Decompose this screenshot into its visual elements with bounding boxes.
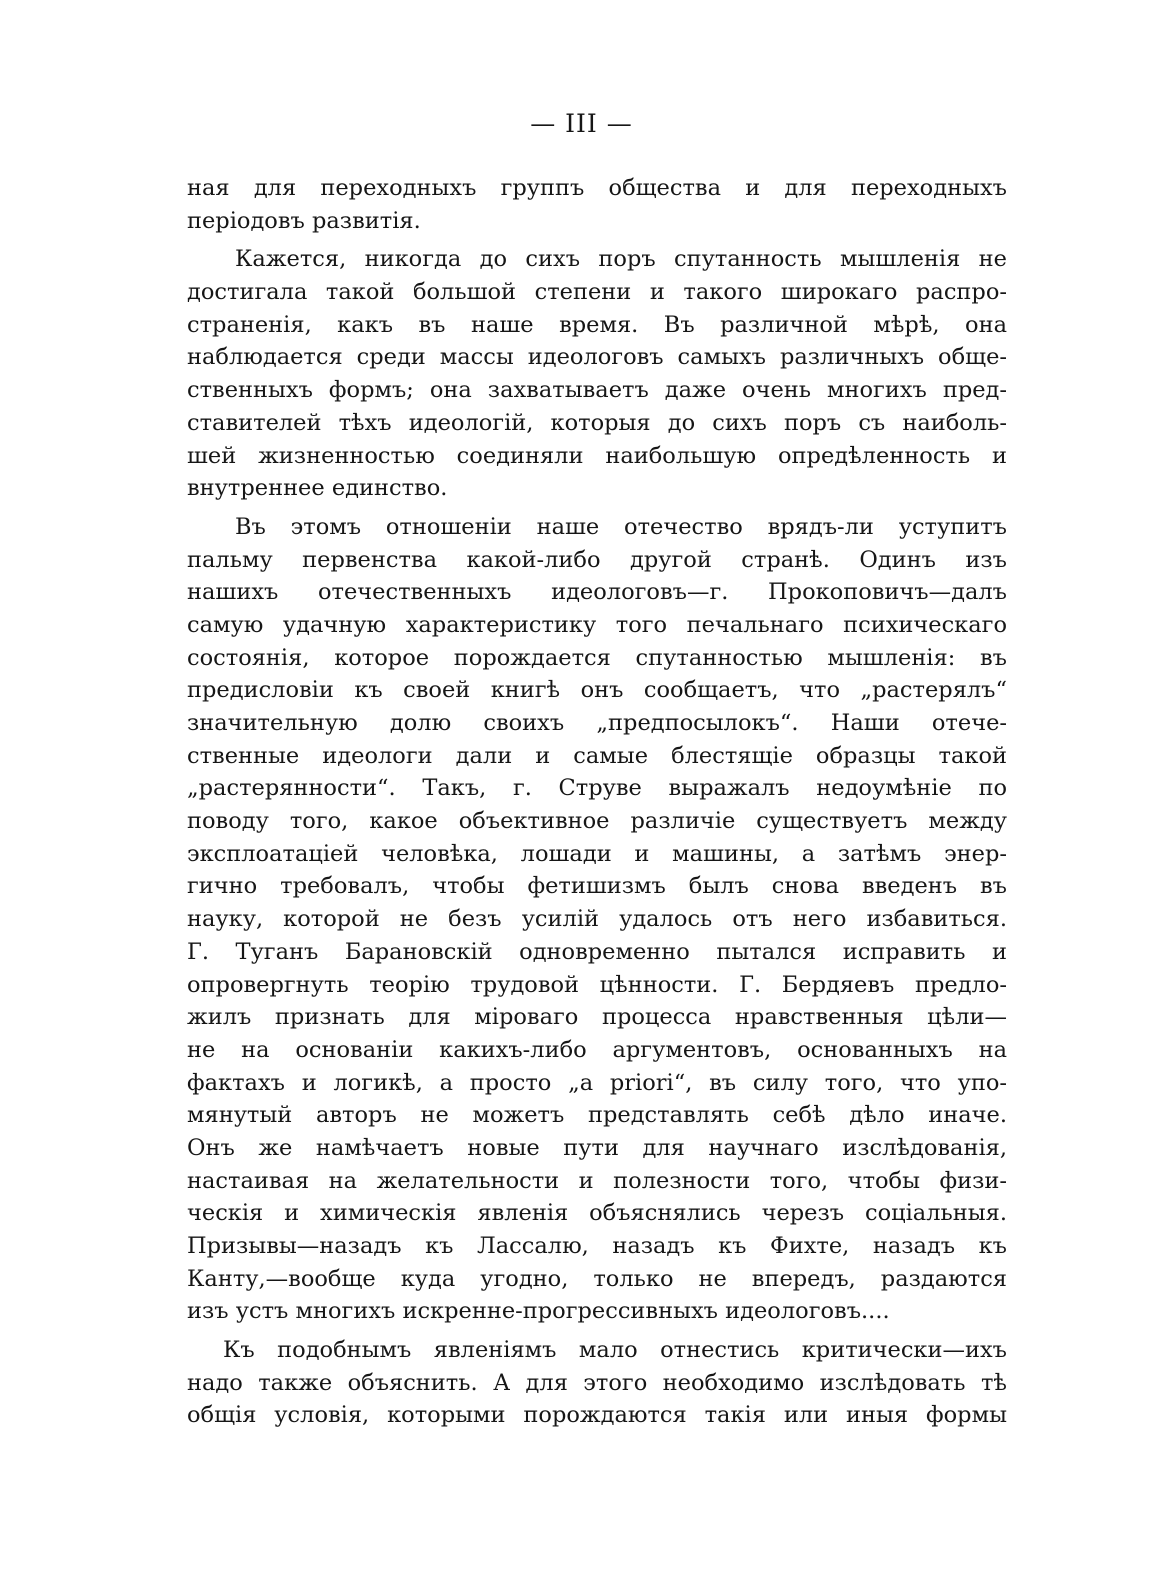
text-line: Кажется, никогда до сихъ поръ спутанность мышленія не xyxy=(235,246,1007,273)
text-line: достигала такой большой степени и такого широкаго распро- xyxy=(187,279,1007,306)
paragraph-explain xyxy=(187,1334,1007,1432)
text-line: фактахъ и логикѣ, а просто „a priori“, въ силу того, что упо- xyxy=(187,1069,1007,1096)
text-line: эксплоатаціей человѣка, лошади и машины, а затѣмъ энер- xyxy=(187,840,1007,867)
text-line: Въ этомъ отношеніи наше отечество врядъ-ли уступитъ xyxy=(235,513,1007,540)
paragraph-continuation xyxy=(187,172,1007,237)
text-line: ственные идеологи дали и самые блестящіе образцы такой xyxy=(187,742,1007,769)
text-line: Канту,—вообще куда угодно, только не впередъ, раздаются xyxy=(187,1265,1007,1292)
text-line: ческія и химическія явленія объяснялись черезъ соціальныя. xyxy=(187,1200,1007,1227)
text-line: предисловіи къ своей книгѣ онъ сообщаетъ, что „растерялъ“ xyxy=(187,677,1007,704)
body-text xyxy=(187,172,1007,1432)
text-line: гично требовалъ, чтобы фетишизмъ былъ снова введенъ въ xyxy=(187,873,1007,900)
text-line: мянутый авторъ не можетъ представлять себѣ дѣло иначе. xyxy=(187,1102,1007,1129)
text-line: значительную долю своихъ „предпосылокъ“. Наши отече- xyxy=(187,710,1007,736)
text-line: общія условія, которыми порождаются такія или иныя формы xyxy=(187,1402,1007,1429)
text-line: не на основаніи какихъ-либо аргументовъ, основанныхъ на xyxy=(187,1036,1007,1063)
text-line: Г. Туганъ Барановскій одновременно пытался исправить и xyxy=(187,938,1007,965)
text-line: ставителей тѣхъ идеологій, которыя до сихъ поръ съ наиболь- xyxy=(187,409,1007,436)
text-line: внутреннее единство. xyxy=(187,475,448,502)
text-line: самую удачную характеристику того печальнаго психическаго xyxy=(187,611,1007,638)
text-line: страненія, какъ въ наше время. Въ различной мѣрѣ, она xyxy=(187,311,1007,338)
text-line: науку, которой не безъ усилій удалось отъ него избавиться. xyxy=(187,906,1007,933)
text-line: наблюдается среди массы идеологовъ самыхъ различныхъ обще- xyxy=(187,344,1007,371)
text-line: Призывы—назадъ къ Лассалю, назадъ къ Фихте, назадъ къ xyxy=(187,1233,1007,1259)
text-line: настаивая на желательности и полезности того, чтобы физи- xyxy=(187,1167,1007,1194)
text-line: состоянія, которое порождается спутанностью мышленія: въ xyxy=(187,644,1007,671)
text-line: изъ устъ многихъ искренне-прогрессивныхъ идеологовъ.... xyxy=(187,1298,890,1325)
text-line: жилъ признать для міроваго процесса нравственныя цѣли— xyxy=(187,1004,1007,1031)
paragraph-confusion xyxy=(187,243,1007,505)
text-line: нашихъ отечественныхъ идеологовъ—г. Прокоповичъ—далъ xyxy=(187,579,1007,606)
text-line: поводу того, какое объективное различіе существуетъ между xyxy=(187,808,1007,835)
text-line: Онъ же намѣчаетъ новые пути для научнаго изслѣдованія, xyxy=(187,1134,1007,1161)
text-line: пальму первенства какой-либо другой странѣ. Одинъ изъ xyxy=(187,546,1007,573)
text-line: ная для переходныхъ группъ общества и для переходныхъ xyxy=(187,175,1007,201)
text-line: „растерянности“. Такъ, г. Струве выражалъ недоумѣніе по xyxy=(187,775,1007,802)
paragraph-fatherland xyxy=(187,511,1007,1328)
text-line: періодовъ развитія. xyxy=(187,207,421,234)
text-line: надо также объяснить. А для этого необходимо изслѣдовать тѣ xyxy=(187,1369,1007,1396)
text-line: шей жизненностью соединяли наибольшую опредѣленность и xyxy=(187,442,1007,469)
text-line: Къ подобнымъ явленіямъ мало отнестись критически—ихъ xyxy=(223,1337,1007,1364)
text-line: опровергнуть теорію трудовой цѣнности. Г. Бердяевъ предло- xyxy=(187,971,1007,998)
page-number: — III — xyxy=(530,109,633,138)
text-line: ственныхъ формъ; она захватываетъ даже очень многихъ пред- xyxy=(187,377,1007,404)
